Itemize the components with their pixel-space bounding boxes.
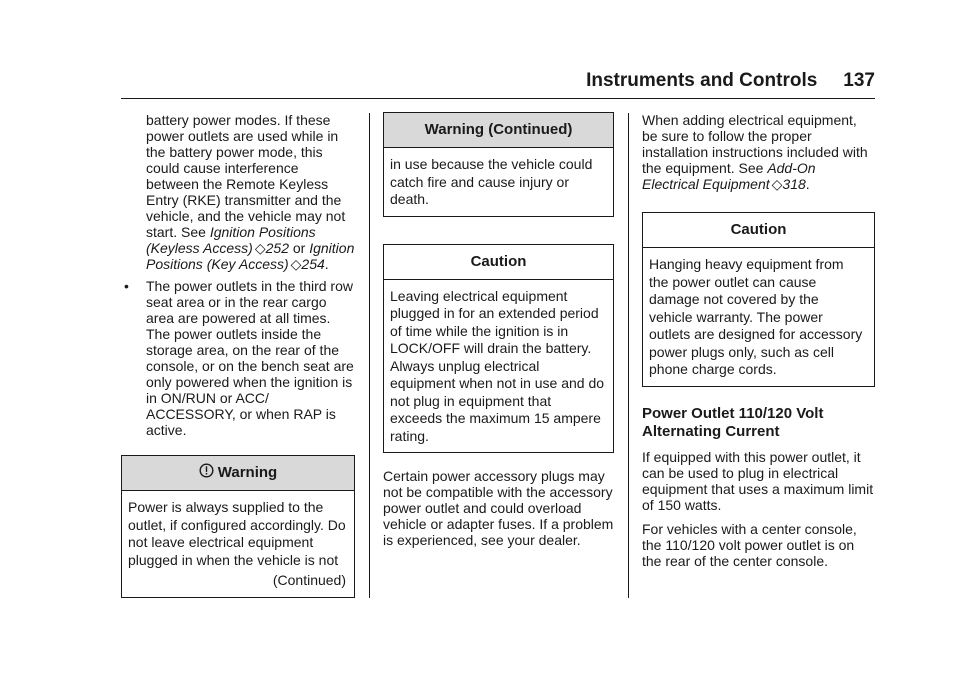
paragraph: For vehicles with a center console, the 110/120 volt power outlet is on the rear of the center console. bbox=[642, 520, 857, 569]
list-item: • The power outlets in the third row seat area or in the rear cargo area are powered at all times. The power outlets inside the storage area, on the rear of the console, or on the bench seat are only powered when the ignition is in ON/RUN or ACC/ ACCESSORY, or when RAP is active. bbox=[124, 278, 354, 438]
warning-box bbox=[121, 455, 355, 598]
paragraph: If equipped with this power outlet, it can be used to plug in electrical equipment that uses a maximum limit of 150 watts. bbox=[642, 448, 874, 513]
page-ref-arrow-icon: ◇ bbox=[771, 176, 783, 192]
warning-header: Warning bbox=[122, 456, 354, 491]
continued-label: (Continued) bbox=[272, 572, 346, 588]
caution-text: Leaving electrical equipment plugged in for an extended period of time while the ignition is in LOCK/OFF will drain the battery. Always unplug electrical equipment when not in use and do not plug in equipment that exceeds the maximum 15 ampere rating. bbox=[390, 287, 605, 444]
page-header bbox=[121, 70, 875, 92]
section-title: Instruments and Controls bbox=[586, 70, 818, 91]
column-1 bbox=[121, 112, 355, 598]
page-ref-318[interactable]: 318 bbox=[782, 176, 806, 192]
caution-box bbox=[642, 212, 875, 387]
page-ref-arrow-icon: ◇ bbox=[254, 240, 266, 256]
section-heading: Power Outlet 110/120 Volt Alternating Current bbox=[642, 404, 824, 440]
link-ignition-key[interactable]: Ignition Positions (Key Access) bbox=[146, 240, 355, 272]
caution-header: Caution bbox=[384, 245, 613, 280]
warning-continued-header: Warning (Continued) bbox=[384, 113, 613, 148]
paragraph: When adding electrical equipment, be sure to follow the proper installation instructions included with the equipment. See Add-On Electrical Equipment ◇318. bbox=[642, 112, 868, 192]
column-divider-2 bbox=[628, 113, 629, 598]
column-2 bbox=[383, 112, 614, 548]
column-3 bbox=[642, 112, 875, 569]
link-ignition-keyless[interactable]: Ignition Positions (Keyless Access) bbox=[146, 224, 316, 256]
warning-continued-text: in use because the vehicle could catch fire and cause injury or death. bbox=[390, 156, 593, 207]
warning-continued-box bbox=[383, 112, 614, 217]
bullet-icon: • bbox=[124, 278, 129, 294]
link-add-on-electrical[interactable]: Add-On Electrical Equipment bbox=[642, 160, 816, 192]
caution-header: Caution bbox=[643, 213, 874, 248]
column-divider-1 bbox=[369, 113, 370, 598]
caution-text: Hanging heavy equipment from the power outlet can cause damage not covered by the vehicle warranty. The power outlets are designed for accessory power plugs only, such as cell phone charge cords. bbox=[649, 256, 863, 377]
paragraph: Certain power accessory plugs may not be compatible with the accessory power outlet and could overload vehicle or adapter fuses. If a problem is experienced, see your dealer. bbox=[383, 468, 614, 548]
page-ref-arrow-icon: ◇ bbox=[290, 256, 302, 272]
warning-icon bbox=[199, 457, 214, 491]
continued-paragraph: battery power modes. If these power outlets are used while in the battery power mode, this could cause interference between the Remote Keyless Entry (RKE) transmitter and the vehicle, and the vehicle may not start. See Ignition Positions (Keyless Access) ◇252 or Ignition Positions (Key Access) ◇254. bbox=[146, 112, 355, 272]
header-rule bbox=[121, 98, 875, 99]
caution-box bbox=[383, 244, 614, 454]
page-number: 137 bbox=[843, 70, 875, 91]
page-ref-252[interactable]: 252 bbox=[265, 240, 289, 256]
warning-text: Power is always supplied to the outlet, if configured accordingly. Do not leave electrical equipment plugged in when the vehicle is not bbox=[128, 499, 346, 568]
page-ref-254[interactable]: 254 bbox=[301, 256, 325, 272]
